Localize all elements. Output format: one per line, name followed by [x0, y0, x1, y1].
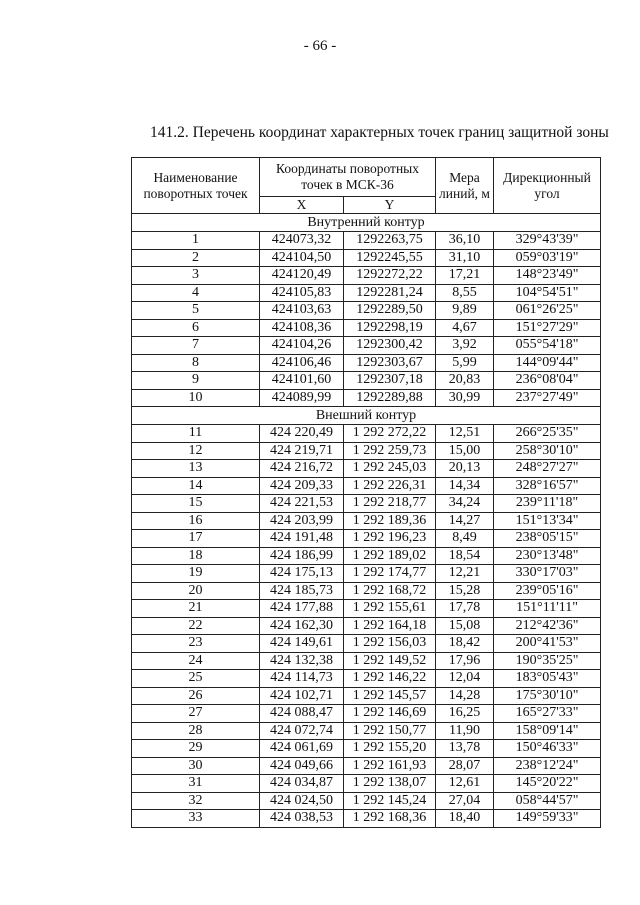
- y-coordinate-cell: 1292289,88: [344, 389, 436, 407]
- point-number-cell: 3: [132, 267, 260, 285]
- direction-angle-cell: 175°30'10": [494, 687, 601, 705]
- line-length-cell: 15,00: [436, 442, 494, 460]
- direction-angle-cell: 237°27'49": [494, 389, 601, 407]
- header-coordinates: Координаты поворотных точек в МСК-36: [260, 158, 436, 197]
- x-coordinate-cell: 424 162,30: [260, 617, 344, 635]
- line-length-cell: 14,27: [436, 512, 494, 530]
- line-length-cell: 30,99: [436, 389, 494, 407]
- x-coordinate-cell: 424 061,69: [260, 740, 344, 758]
- direction-angle-cell: 200°41'53": [494, 635, 601, 653]
- x-coordinate-cell: 424 034,87: [260, 775, 344, 793]
- table-row: [132, 460, 601, 478]
- point-number-cell: 20: [132, 582, 260, 600]
- table-row: [132, 232, 601, 250]
- direction-angle-cell: 190°35'25": [494, 652, 601, 670]
- table-row: [132, 319, 601, 337]
- direction-angle-cell: 104°54'51": [494, 284, 601, 302]
- y-coordinate-cell: 1 292 138,07: [344, 775, 436, 793]
- table-row: [132, 740, 601, 758]
- y-coordinate-cell: 1292289,50: [344, 302, 436, 320]
- table-row: [132, 775, 601, 793]
- table-row: [132, 442, 601, 460]
- direction-angle-cell: 183°05'43": [494, 670, 601, 688]
- y-coordinate-cell: 1 292 189,02: [344, 547, 436, 565]
- coordinates-table: [131, 157, 601, 828]
- table-row: [132, 722, 601, 740]
- line-length-cell: 15,28: [436, 582, 494, 600]
- header-line-length: Мера линий, м: [436, 158, 494, 214]
- y-coordinate-cell: 1 292 155,61: [344, 600, 436, 618]
- direction-angle-cell: 144°09'44": [494, 354, 601, 372]
- x-coordinate-cell: 424 149,61: [260, 635, 344, 653]
- line-length-cell: 27,04: [436, 792, 494, 810]
- y-coordinate-cell: 1 292 156,03: [344, 635, 436, 653]
- section-title: Внутренний контур: [132, 214, 601, 232]
- section-title: Внешний контур: [132, 407, 601, 425]
- line-length-cell: 17,96: [436, 652, 494, 670]
- table-row: [132, 792, 601, 810]
- x-coordinate-cell: 424 038,53: [260, 810, 344, 828]
- table-row: [132, 477, 601, 495]
- table-row: [132, 249, 601, 267]
- line-length-cell: 3,92: [436, 337, 494, 355]
- table-row: [132, 600, 601, 618]
- point-number-cell: 22: [132, 617, 260, 635]
- direction-angle-cell: 239°05'16": [494, 582, 601, 600]
- direction-angle-cell: 145°20'22": [494, 775, 601, 793]
- point-number-cell: 26: [132, 687, 260, 705]
- direction-angle-cell: 236°08'04": [494, 372, 601, 390]
- line-length-cell: 31,10: [436, 249, 494, 267]
- table-row: [132, 337, 601, 355]
- line-length-cell: 20,13: [436, 460, 494, 478]
- line-length-cell: 14,28: [436, 687, 494, 705]
- point-number-cell: 24: [132, 652, 260, 670]
- y-coordinate-cell: 1292298,19: [344, 319, 436, 337]
- point-number-cell: 1: [132, 232, 260, 250]
- direction-angle-cell: 266°25'35": [494, 425, 601, 443]
- x-coordinate-cell: 424089,99: [260, 389, 344, 407]
- point-number-cell: 2: [132, 249, 260, 267]
- table-row: [132, 617, 601, 635]
- line-length-cell: 12,61: [436, 775, 494, 793]
- point-number-cell: 19: [132, 565, 260, 583]
- y-coordinate-cell: 1 292 168,36: [344, 810, 436, 828]
- table-row: [132, 582, 601, 600]
- y-coordinate-cell: 1 292 226,31: [344, 477, 436, 495]
- y-coordinate-cell: 1 292 161,93: [344, 757, 436, 775]
- x-coordinate-cell: 424 072,74: [260, 722, 344, 740]
- y-coordinate-cell: 1 292 150,77: [344, 722, 436, 740]
- direction-angle-cell: 258°30'10": [494, 442, 601, 460]
- line-length-cell: 12,04: [436, 670, 494, 688]
- direction-angle-cell: 165°27'33": [494, 705, 601, 723]
- table-row: [132, 687, 601, 705]
- line-length-cell: 17,78: [436, 600, 494, 618]
- table-row: [132, 530, 601, 548]
- line-length-cell: 8,49: [436, 530, 494, 548]
- x-coordinate-cell: 424 221,53: [260, 495, 344, 513]
- x-coordinate-cell: 424 088,47: [260, 705, 344, 723]
- x-coordinate-cell: 424103,63: [260, 302, 344, 320]
- point-number-cell: 15: [132, 495, 260, 513]
- point-number-cell: 17: [132, 530, 260, 548]
- section-row: [132, 407, 601, 425]
- point-number-cell: 4: [132, 284, 260, 302]
- line-length-cell: 12,51: [436, 425, 494, 443]
- y-coordinate-cell: 1292303,67: [344, 354, 436, 372]
- table-row: [132, 354, 601, 372]
- x-coordinate-cell: 424 132,38: [260, 652, 344, 670]
- direction-angle-cell: 330°17'03": [494, 565, 601, 583]
- x-coordinate-cell: 424108,36: [260, 319, 344, 337]
- line-length-cell: 5,99: [436, 354, 494, 372]
- x-coordinate-cell: 424101,60: [260, 372, 344, 390]
- point-number-cell: 18: [132, 547, 260, 565]
- direction-angle-cell: 151°27'29": [494, 319, 601, 337]
- point-number-cell: 28: [132, 722, 260, 740]
- direction-angle-cell: 150°46'33": [494, 740, 601, 758]
- line-length-cell: 4,67: [436, 319, 494, 337]
- table-row: [132, 565, 601, 583]
- y-coordinate-cell: 1 292 149,52: [344, 652, 436, 670]
- point-number-cell: 23: [132, 635, 260, 653]
- line-length-cell: 18,40: [436, 810, 494, 828]
- header-x: X: [260, 197, 344, 214]
- direction-angle-cell: 248°27'27": [494, 460, 601, 478]
- header-direction-angle: Дирекционный угол: [494, 158, 601, 214]
- x-coordinate-cell: 424 185,73: [260, 582, 344, 600]
- table-row: [132, 389, 601, 407]
- x-coordinate-cell: 424105,83: [260, 284, 344, 302]
- table-row: [132, 652, 601, 670]
- x-coordinate-cell: 424 024,50: [260, 792, 344, 810]
- line-length-cell: 13,78: [436, 740, 494, 758]
- document-title: 141.2. Перечень координат характерных точек границ защитной зоны: [150, 124, 609, 141]
- table-row: [132, 670, 601, 688]
- x-coordinate-cell: 424 220,49: [260, 425, 344, 443]
- x-coordinate-cell: 424 177,88: [260, 600, 344, 618]
- y-coordinate-cell: 1292300,42: [344, 337, 436, 355]
- point-number-cell: 8: [132, 354, 260, 372]
- x-coordinate-cell: 424104,26: [260, 337, 344, 355]
- point-number-cell: 25: [132, 670, 260, 688]
- point-number-cell: 5: [132, 302, 260, 320]
- x-coordinate-cell: 424 191,48: [260, 530, 344, 548]
- y-coordinate-cell: 1 292 272,22: [344, 425, 436, 443]
- x-coordinate-cell: 424 186,99: [260, 547, 344, 565]
- line-length-cell: 17,21: [436, 267, 494, 285]
- direction-angle-cell: 328°16'57": [494, 477, 601, 495]
- point-number-cell: 29: [132, 740, 260, 758]
- line-length-cell: 28,07: [436, 757, 494, 775]
- y-coordinate-cell: 1 292 164,18: [344, 617, 436, 635]
- y-coordinate-cell: 1 292 189,36: [344, 512, 436, 530]
- point-number-cell: 21: [132, 600, 260, 618]
- page-number: - 66 -: [303, 38, 337, 54]
- table-row: [132, 512, 601, 530]
- y-coordinate-cell: 1292263,75: [344, 232, 436, 250]
- header-point-name: Наименование поворотных точек: [132, 158, 260, 214]
- table-row: [132, 705, 601, 723]
- y-coordinate-cell: 1 292 168,72: [344, 582, 436, 600]
- direction-angle-cell: 055°54'18": [494, 337, 601, 355]
- line-length-cell: 36,10: [436, 232, 494, 250]
- line-length-cell: 20,83: [436, 372, 494, 390]
- point-number-cell: 31: [132, 775, 260, 793]
- y-coordinate-cell: 1 292 146,69: [344, 705, 436, 723]
- x-coordinate-cell: 424 175,13: [260, 565, 344, 583]
- table-row: [132, 635, 601, 653]
- table-row: [132, 425, 601, 443]
- point-number-cell: 12: [132, 442, 260, 460]
- table-row: [132, 284, 601, 302]
- line-length-cell: 11,90: [436, 722, 494, 740]
- direction-angle-cell: 151°13'34": [494, 512, 601, 530]
- direction-angle-cell: 212°42'36": [494, 617, 601, 635]
- x-coordinate-cell: 424 049,66: [260, 757, 344, 775]
- table-body: [132, 214, 601, 828]
- point-number-cell: 7: [132, 337, 260, 355]
- x-coordinate-cell: 424 114,73: [260, 670, 344, 688]
- x-coordinate-cell: 424120,49: [260, 267, 344, 285]
- point-number-cell: 11: [132, 425, 260, 443]
- line-length-cell: 18,54: [436, 547, 494, 565]
- y-coordinate-cell: 1292281,24: [344, 284, 436, 302]
- y-coordinate-cell: 1 292 145,57: [344, 687, 436, 705]
- table-row: [132, 757, 601, 775]
- table-row: [132, 372, 601, 390]
- direction-angle-cell: 059°03'19": [494, 249, 601, 267]
- x-coordinate-cell: 424106,46: [260, 354, 344, 372]
- line-length-cell: 16,25: [436, 705, 494, 723]
- y-coordinate-cell: 1 292 196,23: [344, 530, 436, 548]
- y-coordinate-cell: 1 292 145,24: [344, 792, 436, 810]
- x-coordinate-cell: 424 216,72: [260, 460, 344, 478]
- x-coordinate-cell: 424 102,71: [260, 687, 344, 705]
- point-number-cell: 16: [132, 512, 260, 530]
- point-number-cell: 30: [132, 757, 260, 775]
- point-number-cell: 9: [132, 372, 260, 390]
- y-coordinate-cell: 1292272,22: [344, 267, 436, 285]
- x-coordinate-cell: 424073,32: [260, 232, 344, 250]
- direction-angle-cell: 061°26'25": [494, 302, 601, 320]
- point-number-cell: 14: [132, 477, 260, 495]
- y-coordinate-cell: 1 292 218,77: [344, 495, 436, 513]
- line-length-cell: 15,08: [436, 617, 494, 635]
- point-number-cell: 27: [132, 705, 260, 723]
- x-coordinate-cell: 424104,50: [260, 249, 344, 267]
- point-number-cell: 32: [132, 792, 260, 810]
- point-number-cell: 33: [132, 810, 260, 828]
- direction-angle-cell: 149°59'33": [494, 810, 601, 828]
- table-row: [132, 495, 601, 513]
- line-length-cell: 9,89: [436, 302, 494, 320]
- y-coordinate-cell: 1 292 146,22: [344, 670, 436, 688]
- x-coordinate-cell: 424 203,99: [260, 512, 344, 530]
- direction-angle-cell: 238°12'24": [494, 757, 601, 775]
- y-coordinate-cell: 1 292 245,03: [344, 460, 436, 478]
- line-length-cell: 12,21: [436, 565, 494, 583]
- point-number-cell: 13: [132, 460, 260, 478]
- direction-angle-cell: 230°13'48": [494, 547, 601, 565]
- direction-angle-cell: 148°23'49": [494, 267, 601, 285]
- line-length-cell: 18,42: [436, 635, 494, 653]
- y-coordinate-cell: 1 292 259,73: [344, 442, 436, 460]
- line-length-cell: 34,24: [436, 495, 494, 513]
- line-length-cell: 14,34: [436, 477, 494, 495]
- header-y: Y: [344, 197, 436, 214]
- direction-angle-cell: 158°09'14": [494, 722, 601, 740]
- point-number-cell: 10: [132, 389, 260, 407]
- x-coordinate-cell: 424 219,71: [260, 442, 344, 460]
- x-coordinate-cell: 424 209,33: [260, 477, 344, 495]
- line-length-cell: 8,55: [436, 284, 494, 302]
- direction-angle-cell: 058°44'57": [494, 792, 601, 810]
- direction-angle-cell: 329°43'39": [494, 232, 601, 250]
- table-row: [132, 267, 601, 285]
- y-coordinate-cell: 1292245,55: [344, 249, 436, 267]
- table-row: [132, 810, 601, 828]
- y-coordinate-cell: 1 292 155,20: [344, 740, 436, 758]
- y-coordinate-cell: 1292307,18: [344, 372, 436, 390]
- point-number-cell: 6: [132, 319, 260, 337]
- table-row: [132, 547, 601, 565]
- table-row: [132, 302, 601, 320]
- direction-angle-cell: 238°05'15": [494, 530, 601, 548]
- direction-angle-cell: 239°11'18": [494, 495, 601, 513]
- y-coordinate-cell: 1 292 174,77: [344, 565, 436, 583]
- direction-angle-cell: 151°11'11": [494, 600, 601, 618]
- section-row: [132, 214, 601, 232]
